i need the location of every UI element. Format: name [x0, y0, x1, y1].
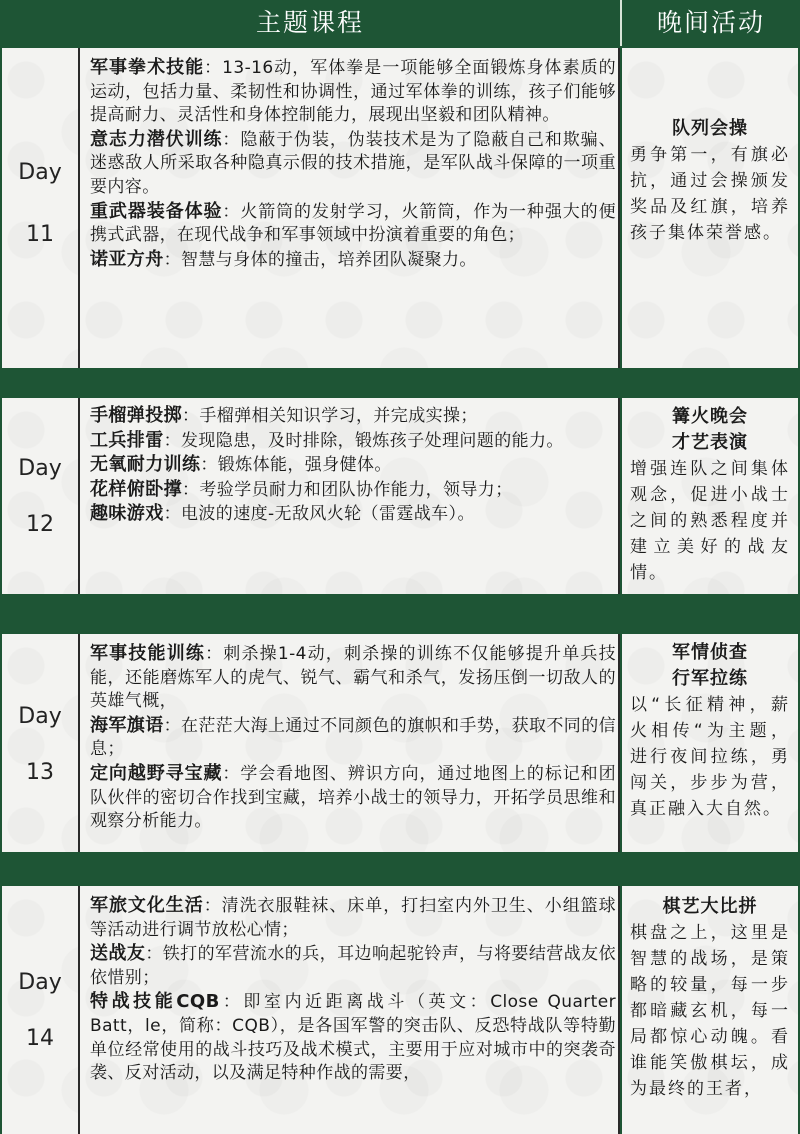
course-desc: ：手榴弹相关知识学习，并完成实操； [182, 406, 478, 426]
course-keyword: 意志力潜伏训练 [90, 128, 223, 150]
course-desc: ：锻炼体能，强身健体。 [200, 455, 392, 476]
activity-block [630, 640, 790, 822]
course-desc: ：13-16动，军体拳是一项能够全面锻炼身体素质的运动，包括力量、柔韧性和协调性，通过军体拳的训练，孩子们能够提高耐力、灵活性和身体控制能力，展现出坚毅和团队精神。 [90, 58, 616, 126]
day-number: 13 [26, 760, 54, 785]
course-item [90, 942, 616, 990]
course-desc: ：清洗衣服鞋袜、床单，打扫室内外卫生、小组篮球等活动进行调节放松心情； [90, 896, 616, 940]
course-keyword: 工兵排雷 [90, 429, 164, 451]
day-number: 14 [26, 1026, 54, 1051]
course-keyword: 无氧耐力训练 [90, 454, 201, 476]
course-cell [80, 634, 620, 852]
course-desc: ：考验学员耐力和团队协作能力，领导力； [182, 479, 513, 500]
activity-cell [622, 886, 798, 1134]
table-header [0, 0, 800, 46]
course-item [90, 200, 616, 248]
course-keyword: 手榴弹投掷 [90, 405, 182, 426]
day-cell [2, 634, 80, 852]
main-column-header: 主题课程 [255, 8, 364, 37]
activity-desc: 棋盘之上，这里是智慧的战场，是策略的较量，每一步都暗藏玄机，每一局都惊心动魄。看谁能笑傲棋坛，成为最终的王者， [630, 923, 790, 1099]
course-desc: ：电波的速度-无敌风火轮（雷霆战车）。 [163, 504, 475, 525]
course-desc: ：火箭筒的发射学习，火箭筒，作为一种强大的便携式武器，在现代战争和军事领域中扮演着重要的角色； [90, 201, 616, 246]
course-item [90, 894, 616, 942]
activity-block [630, 894, 790, 1102]
course-keyword: 军事技能训练 [90, 643, 206, 664]
activity-title: 队列会操 [672, 118, 748, 139]
day-row-14 [0, 886, 800, 1134]
course-keyword: 花样俯卧撑 [90, 478, 182, 500]
day-number: 12 [26, 512, 54, 537]
course-item [90, 990, 616, 1085]
course-keyword: 特战技能CQB [90, 991, 220, 1013]
activity-block [630, 116, 790, 246]
course-list [90, 642, 616, 834]
course-keyword: 军旅文化生活 [90, 895, 204, 916]
course-item [90, 453, 616, 478]
course-keyword: 趣味游戏 [90, 503, 164, 525]
activity-cell [622, 48, 798, 368]
day-cell [2, 886, 80, 1134]
activity-desc: 勇争第一，有旗必抗，通过会操颁发奖品及红旗，培养孩子集体荣誉感。 [630, 145, 790, 243]
activity-cell [622, 634, 798, 852]
course-item [90, 642, 616, 714]
day-row-13 [0, 634, 800, 852]
day-prefix: Day [18, 704, 62, 729]
course-keyword: 送战友 [90, 943, 146, 965]
course-cell [80, 398, 620, 594]
activity-block [630, 404, 790, 586]
activity-title: 行军拉练 [672, 668, 748, 689]
course-keyword: 军事拳术技能 [90, 57, 205, 78]
course-desc: ：即室内近距离战斗（英文：Close Quarter Batt，le，简称：CQB），是各国军警的突击队、反恐特战队等特勤单位经常使用的战斗技巧及战术模式，主要用于应对城市中的突袭奇袭、反对活动，以及满足特种作战的需要， [90, 992, 616, 1084]
course-list [90, 56, 616, 272]
activity-desc: 以“长征精神，薪火相传“为主题，进行夜间拉练，勇闯关，步步为营，真正融入大自然。 [630, 695, 790, 819]
course-item [90, 404, 616, 429]
course-item [90, 478, 616, 503]
course-item [90, 128, 616, 200]
course-cell [80, 48, 620, 368]
course-desc: ：铁打的军营流水的兵，耳边响起驼铃声，与将要结营战友依依惜别； [90, 944, 616, 988]
course-desc: ：在茫茫大海上通过不同颜色的旗帜和手势，获取不同的信息； [90, 715, 617, 760]
course-item [90, 714, 616, 762]
day-row-12 [0, 398, 800, 594]
activity-title: 棋艺大比拼 [662, 896, 758, 917]
course-keyword: 海军旗语 [90, 714, 164, 736]
course-list [90, 404, 616, 527]
course-list [90, 894, 616, 1086]
day-number: 11 [26, 222, 54, 247]
day-cell [2, 398, 80, 594]
course-item [90, 56, 616, 128]
activity-title: 才艺表演 [672, 432, 748, 453]
course-desc: ：智慧与身体的撞击，培养团队凝聚力。 [163, 249, 477, 270]
course-item [90, 762, 616, 834]
activity-title: 军情侦查 [672, 642, 748, 663]
course-keyword: 诺亚方舟 [90, 248, 164, 270]
course-desc: ：发现隐患，及时排除，锻炼孩子处理问题的能力。 [163, 430, 564, 451]
day-row-11 [0, 48, 800, 368]
course-desc: ：学会看地图、辨识方向，通过地图上的标记和团队伙伴的密切合作找到宝藏，培养小战士的领导力，开拓学员思维和观察分析能力。 [90, 763, 616, 832]
side-column-header: 晚间活动 [656, 8, 765, 37]
day-prefix: Day [18, 456, 62, 481]
day-cell [2, 48, 80, 368]
activity-title: 篝火晚会 [672, 406, 748, 427]
course-item [90, 502, 616, 527]
course-desc: ：隐蔽于伪装，伪装技术是为了隐蔽自己和欺骗、迷惑敌人所采取各种隐真示假的技术措施，是军队战斗保障的一项重要内容。 [90, 129, 616, 197]
day-prefix: Day [18, 970, 62, 995]
course-desc: ：刺杀操1-4动，刺杀操的训练不仅能够提升单兵技能，还能磨炼军人的虎气、锐气、霸气和杀气，发扬压倒一切敌人的英雄气概， [90, 644, 616, 712]
day-prefix: Day [18, 160, 62, 185]
course-item [90, 429, 616, 454]
course-cell [80, 886, 620, 1134]
activity-desc: 增强连队之间集体观念，促进小战士之间的熟悉程度并建立美好的战友情。 [630, 459, 790, 583]
activity-cell [622, 398, 798, 594]
course-keyword: 重武器装备体验 [90, 200, 223, 222]
course-keyword: 定向越野寻宝藏 [90, 762, 223, 784]
course-item [90, 248, 616, 273]
